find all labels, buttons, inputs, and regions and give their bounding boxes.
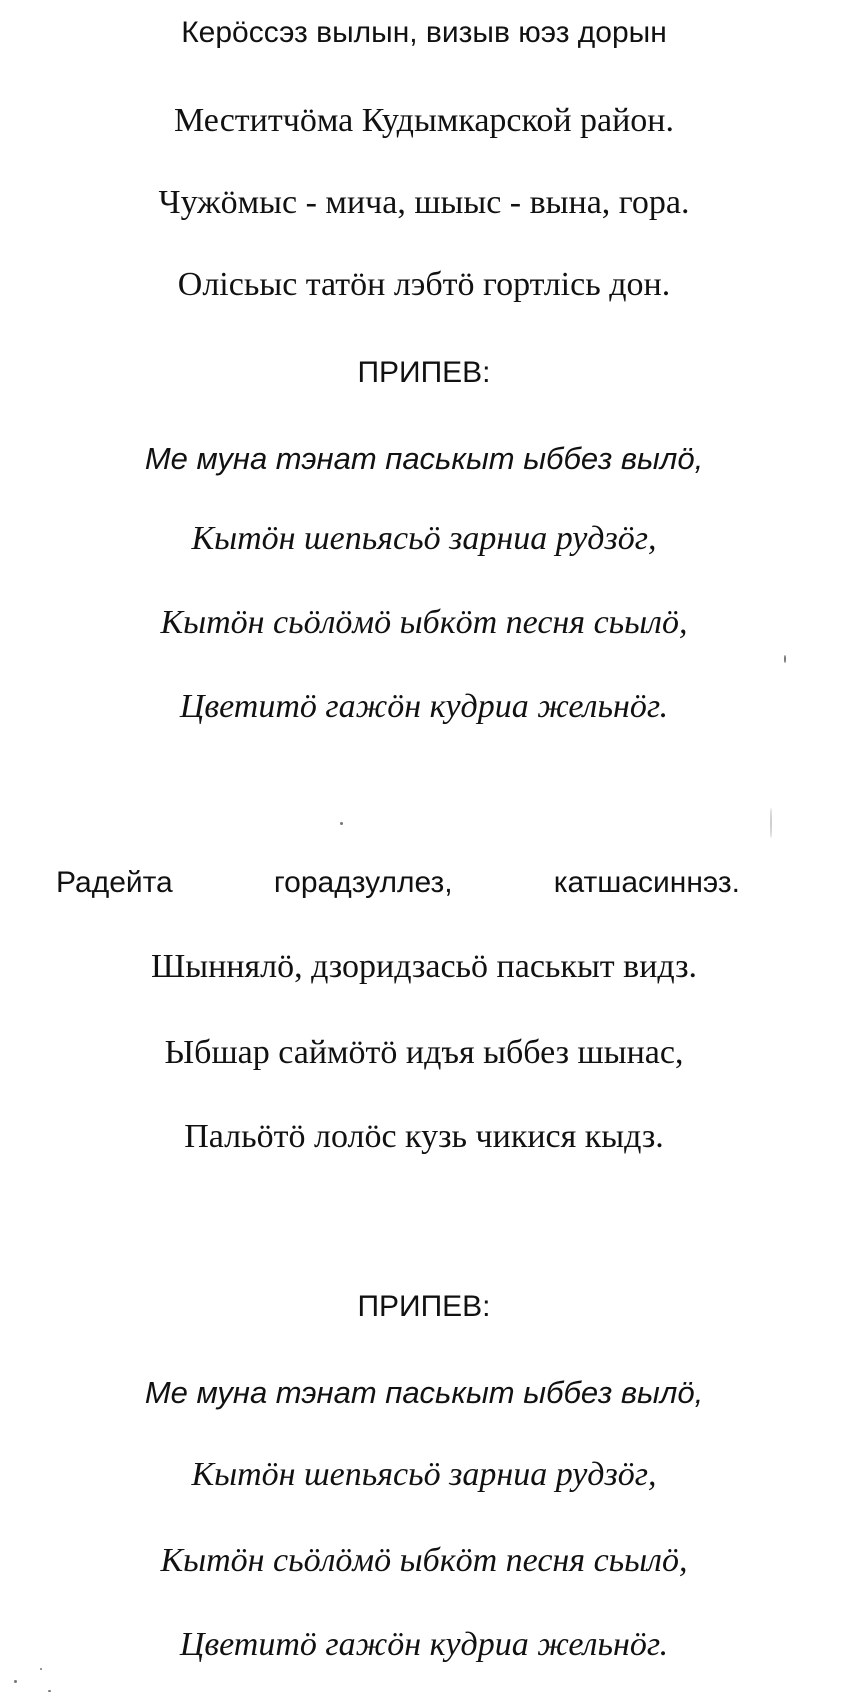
chorus1-line-2: Кытöн шепьясьö зарниа рудзöг, [191, 520, 657, 557]
verse2-line-2: Шыннялö, дзоридзасьö паськыт видз. [150, 948, 698, 985]
verse2-word-1: Радейта [56, 866, 173, 899]
verse1-line-1: Керöссэз вылын, визыв юэз дорын [181, 16, 667, 49]
verse2-line-1 [56, 868, 740, 898]
scan-speck [340, 822, 343, 825]
chorus1-heading: ПРИПЕВ: [357, 356, 491, 389]
verse2-word-3: катшасиннэз. [553, 866, 740, 899]
chorus2-line-1: Ме муна тэнат паськыт ыббез вылö, [144, 1375, 704, 1410]
verse2-word-2: горадзуллез, [273, 866, 453, 899]
verse2-line-4: Пальöтö лолöс кузь чикися кыдз. [184, 1118, 664, 1155]
scan-speck [48, 1690, 51, 1692]
verse2-line-3: Ыбшар саймöтö идъя ыббез шынас, [164, 1034, 684, 1071]
chorus2-heading: ПРИПЕВ: [357, 1290, 491, 1323]
chorus2-line-2: Кытöн шепьясьö зарниа рудзöг, [191, 1456, 657, 1493]
scan-speck [14, 1680, 17, 1683]
verse1-line-2: Меститчöма Кудымкарской район. [174, 102, 674, 139]
chorus2-line-4: Цветитö гажöн кудриа жельнöг. [179, 1626, 669, 1663]
chorus1-line-3: Кытöн сьöлöмö ыбкöт песня сьылö, [160, 604, 688, 641]
chorus2-line-3: Кытöн сьöлöмö ыбкöт песня сьылö, [160, 1542, 688, 1579]
chorus1-line-4: Цветитö гажöн кудриа жельнöг. [179, 688, 669, 725]
chorus1-line-1: Ме муна тэнат паськыт ыббез вылö, [144, 441, 704, 476]
scan-speck [40, 1668, 42, 1670]
scan-speck [770, 808, 772, 838]
verse1-line-4: Олiсьыс татöн лэбтö гортлiсь дон. [177, 266, 671, 303]
verse1-line-3: Чужöмыс - мича, шыыс - вына, гора. [158, 184, 690, 221]
scan-speck [784, 655, 786, 663]
